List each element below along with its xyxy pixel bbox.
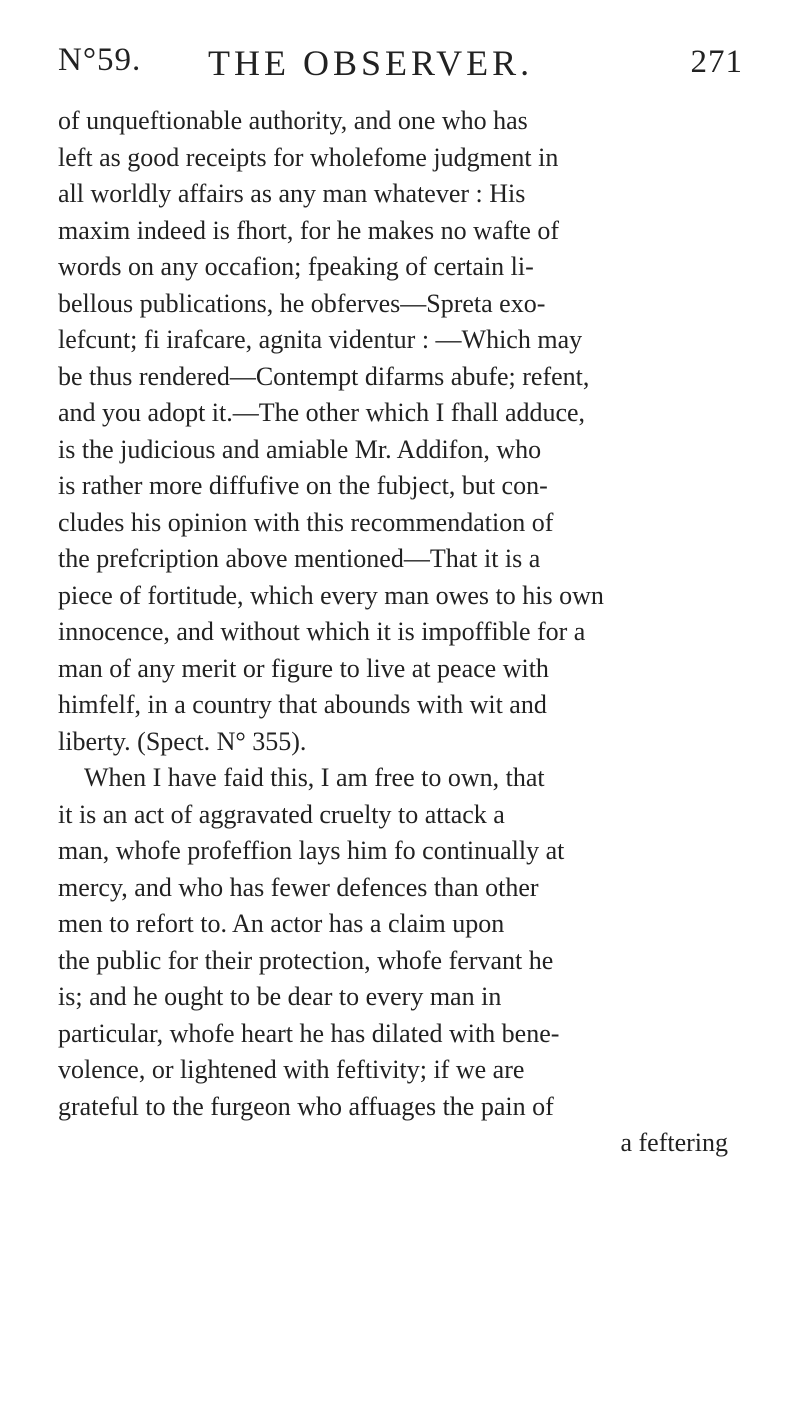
text-line: bellous publications, he obferves—Spreta exo- [58, 288, 546, 318]
text-line: all worldly affairs as any man whatever : His [58, 179, 526, 208]
text-line: piece of fortitude, which every man owes to his own [58, 580, 604, 610]
text-line: is rather more diffufive on the fubject, but con- [58, 471, 548, 500]
issue-number: N°59. [58, 42, 142, 78]
text-line: the prefcription above mentioned—That it is a [58, 544, 541, 573]
body-text [58, 103, 748, 1162]
text-line: maxim indeed is fhort, for he makes no wafte of [58, 215, 560, 245]
text-line: words on any occafion; fpeaking of certain li- [58, 252, 534, 281]
text-line: mercy, and who has fewer defences than other [58, 872, 539, 902]
text-line: grateful to the furgeon who affuages the pain of [58, 1091, 554, 1121]
text-line: lefcunt; fi irafcare, agnita videntur : —Which may [58, 325, 583, 354]
catchword-line: a feftering [620, 1128, 728, 1157]
text-line: volence, or lightened with feftivity; if we are [58, 1055, 525, 1084]
text-line: men to refort to. An actor has a claim upon [58, 909, 505, 938]
text-line: liberty. (Spect. N° 355). [58, 726, 307, 756]
paragraph-start-line: When I have faid this, I am free to own, that [84, 763, 545, 792]
text-line: be thus rendered—Contempt difarms abufe; refent, [58, 361, 590, 391]
text-line: and you adopt it.—The other which I fhall adduce, [58, 398, 586, 427]
text-line: is the judicious and amiable Mr. Addifon, who [58, 434, 542, 464]
text-line: man of any merit or figure to live at peace with [58, 653, 549, 683]
text-line: the public for their protection, whofe fervant he [58, 945, 554, 975]
running-header [58, 42, 743, 97]
periodical-title: THE OBSERVER. [208, 43, 534, 83]
text-line: himfelf, in a country that abounds with wit and [58, 690, 547, 719]
text-line: innocence, and without which it is impoffible for a [58, 617, 586, 646]
text-line: cludes his opinion with this recommendation of [58, 507, 554, 537]
text-line: it is an act of aggravated cruelty to attack a [58, 799, 505, 829]
page-number: 271 [690, 44, 743, 80]
text-line: is; and he ought to be dear to every man in [58, 982, 502, 1011]
text-line: of unqueftionable authority, and one who has [58, 106, 528, 135]
text-line: man, whofe profeffion lays him fo continually at [58, 836, 565, 865]
text-line: left as good receipts for wholefome judgment in [58, 142, 559, 172]
text-line: particular, whofe heart he has dilated with bene- [58, 1018, 560, 1048]
